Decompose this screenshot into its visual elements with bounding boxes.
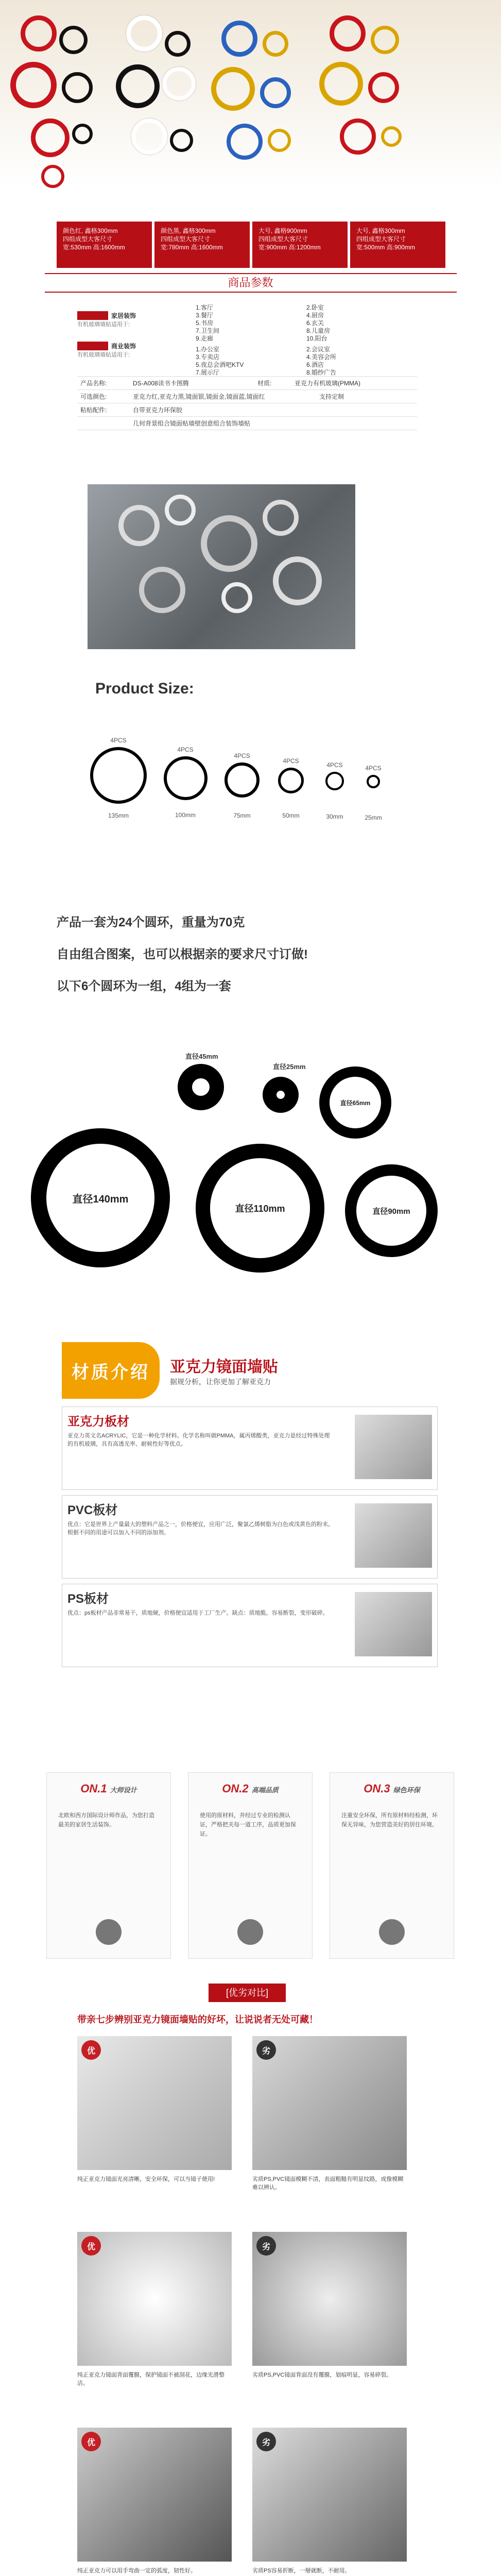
ring-cluster-gold <box>211 15 304 196</box>
size-item: 4PCS 75mm <box>221 752 263 819</box>
variant-card: 大号, 鑫格900mm 四组成型大客尺寸 宽:900mm 高:1200mm <box>252 222 348 268</box>
compare-section <box>77 1984 417 2576</box>
params-title: 商品参数 <box>45 273 457 293</box>
param-row: 产品名称: DS-A008读书卡图腾 材质: 亚克力有机玻璃(PMMA) <box>77 377 417 390</box>
hero-banner <box>0 0 501 268</box>
material-image <box>355 1415 432 1479</box>
ring-65: 直径65mm <box>319 1066 391 1139</box>
ring-110: 直径110mm <box>196 1144 324 1273</box>
usage-lists: 1.客厅 3.餐厅 5.书房 7.卫生间 9.走廊 2.卧室 4.厨房 6.玄关 8.儿童房 10.阳台 1.办公室 3.专卖店 5.夜总会酒吧KTV 7.展示厅 2.会议室 4.美容会所 6.酒店 8.婚纱广告 <box>196 304 337 376</box>
material-image <box>355 1503 432 1568</box>
compare-row: 优 劣 纯正亚克力镜面背面覆膜，保护镜面不被刮花，边缘光滑整洁。 劣质PS,PVC镜面背面没有覆膜，划痕明显，容易碎裂。 <box>77 2232 417 2417</box>
variant-card: 颜色红, 鑫格300mm 四组成型大客尺寸 宽:530mm 高:1600mm <box>57 222 152 268</box>
size-item: 4PCS 30mm <box>326 761 343 820</box>
compare-note: 带亲七步辨别亚克力镜面墙贴的好坏，让说说者无处可藏！ <box>77 2014 318 2025</box>
usage-block <box>77 304 417 377</box>
feature-icon <box>379 1919 405 1945</box>
material-subtitle: 据规分析，让你更加了解亚克力 <box>170 1378 271 1386</box>
compare-title: [优劣对比] <box>209 1984 286 2002</box>
ring-45 <box>178 1064 224 1110</box>
ring-140: 直径140mm <box>31 1128 170 1267</box>
param-row: 几何背景组合镜面贴墙壁创意组合装饰墙贴 <box>77 417 417 430</box>
info-line: 产品一套为24个圆环，重量为70克 <box>57 916 245 929</box>
feature-icon <box>237 1919 263 1945</box>
compare-row: 优 劣 纯正亚克力可以用手弯曲一定的弧度，韧性好。 劣质PS容易折断，一掰就断，不耐用。 <box>77 2428 417 2576</box>
feature-card: ON.2 高端品质 使用的原材料，并经过专业的检测认证，严格把关每一道工序，品质更加保证。 <box>188 1772 313 1959</box>
ring-cluster-white <box>111 15 203 196</box>
compare-row: 优 劣 纯正亚克力镜面光亮清晰，安全环保，可以当镜子使用! 劣质PS,PVC镜面模糊不清，表面粗糙有明显纹路，成像模糊难以辨认。 <box>77 2036 417 2222</box>
material-card: 亚克力板材 亚克力英文名ACRYLIC，它是一种化学材料。化学名称叫做PMMA，属丙烯酸类，亚克力是经过特殊处理的有机玻璃，具有高透光率、耐候性好等优点。 <box>62 1406 438 1490</box>
usage-biz-sub: 有机玻璃墙贴适用于: <box>77 352 130 358</box>
ring-label: 直径45mm <box>185 1053 218 1060</box>
usage-home-label: 家居装饰 <box>77 311 196 320</box>
bad-image: 劣 <box>252 2428 407 2562</box>
material-card: PVC板材 优点：它是世界上产量最大的塑料产品之一，价格便宜，应用广泛，聚氯乙烯树脂为白色或浅黄色的粉末。根据不同的用途可以加入不同的添加剂。 <box>62 1495 438 1579</box>
info-line: 自由组合图案，也可以根据亲的要求尺寸订做! <box>57 947 308 961</box>
size-title: Product Size: <box>95 680 194 697</box>
size-item: 4PCS 25mm <box>365 765 382 821</box>
bad-image: 劣 <box>252 2036 407 2170</box>
info-lines <box>57 907 448 1003</box>
size-item: 4PCS 100mm <box>160 746 211 819</box>
size-item: 4PCS 50mm <box>273 757 309 819</box>
bad-image: 劣 <box>252 2232 407 2366</box>
good-image: 优 <box>77 2428 232 2562</box>
usage-biz-label: 商业装饰 <box>77 342 196 350</box>
material-title: 亚克力镜面墙贴 <box>170 1359 278 1376</box>
ring-cluster-red <box>10 15 103 196</box>
material-image <box>355 1592 432 1656</box>
feature-card: ON.1 大师设计 北欧和西方国际设计师作品，为您打造最美的家居生活装饰。 <box>46 1772 171 1959</box>
feature-icon <box>96 1919 122 1945</box>
size-item: 4PCS 135mm <box>88 737 149 819</box>
set-rings <box>31 1051 453 1309</box>
variant-card: 颜色黑, 鑫格300mm 四组成型大客尺寸 宽:780mm 高:1600mm <box>154 222 250 268</box>
params-table <box>77 304 417 430</box>
material-section <box>62 1340 438 1667</box>
feature-card: ON.3 绿色环保 注重安全环保，所有原材料经检测，环保无异味，为您营造美好的居住环境。 <box>330 1772 454 1959</box>
scene-photo <box>88 484 355 649</box>
ring-cluster-red-gold <box>319 15 412 196</box>
good-image: 优 <box>77 2036 232 2170</box>
material-card: PS板材 优点：ps板材产品非常易干，质地硬，价格便宜适用于工厂生产。缺点：质地脆，容易断裂，变形破碎。 <box>62 1584 438 1667</box>
param-row: 粘贴配件: 自带亚克力环保胶 <box>77 403 417 417</box>
material-badge: 材质介绍 <box>62 1342 160 1399</box>
variant-card: 大号, 鑫格300mm 四组成型大客尺寸 宽:500mm 高:900mm <box>350 222 445 268</box>
good-image: 优 <box>77 2232 232 2366</box>
param-row: 可选颜色: 亚克力红,亚克力黑,镜面银,镜面金,镜面蓝,镜面红 支持定制 <box>77 390 417 403</box>
params-header <box>0 273 501 294</box>
ring-25 <box>263 1077 299 1113</box>
ring-label: 直径25mm <box>273 1063 306 1071</box>
info-line: 以下6个圆环为一组，4组为一套 <box>57 979 231 993</box>
usage-home-sub: 有机玻璃墙贴适用于: <box>77 321 130 328</box>
material-header <box>62 1340 438 1401</box>
ring-90: 直径90mm <box>345 1164 438 1257</box>
features <box>46 1772 453 1968</box>
size-rings <box>88 737 438 840</box>
